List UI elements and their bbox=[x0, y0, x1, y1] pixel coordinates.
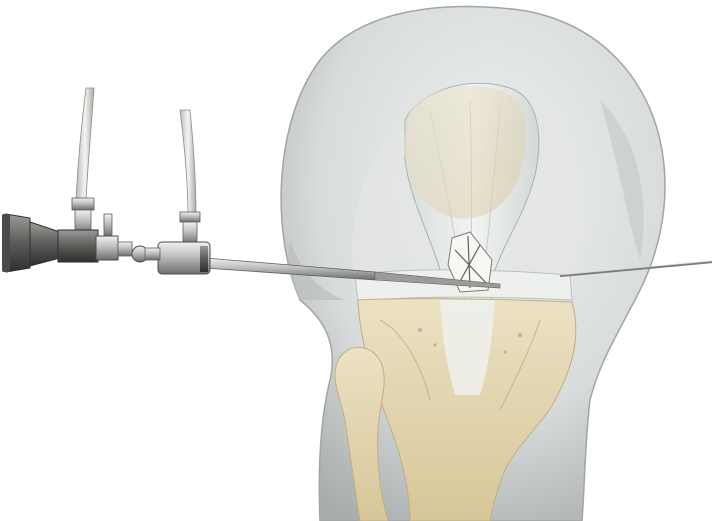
cannula-icon bbox=[132, 110, 210, 274]
arthroscope-icon bbox=[2, 88, 132, 272]
